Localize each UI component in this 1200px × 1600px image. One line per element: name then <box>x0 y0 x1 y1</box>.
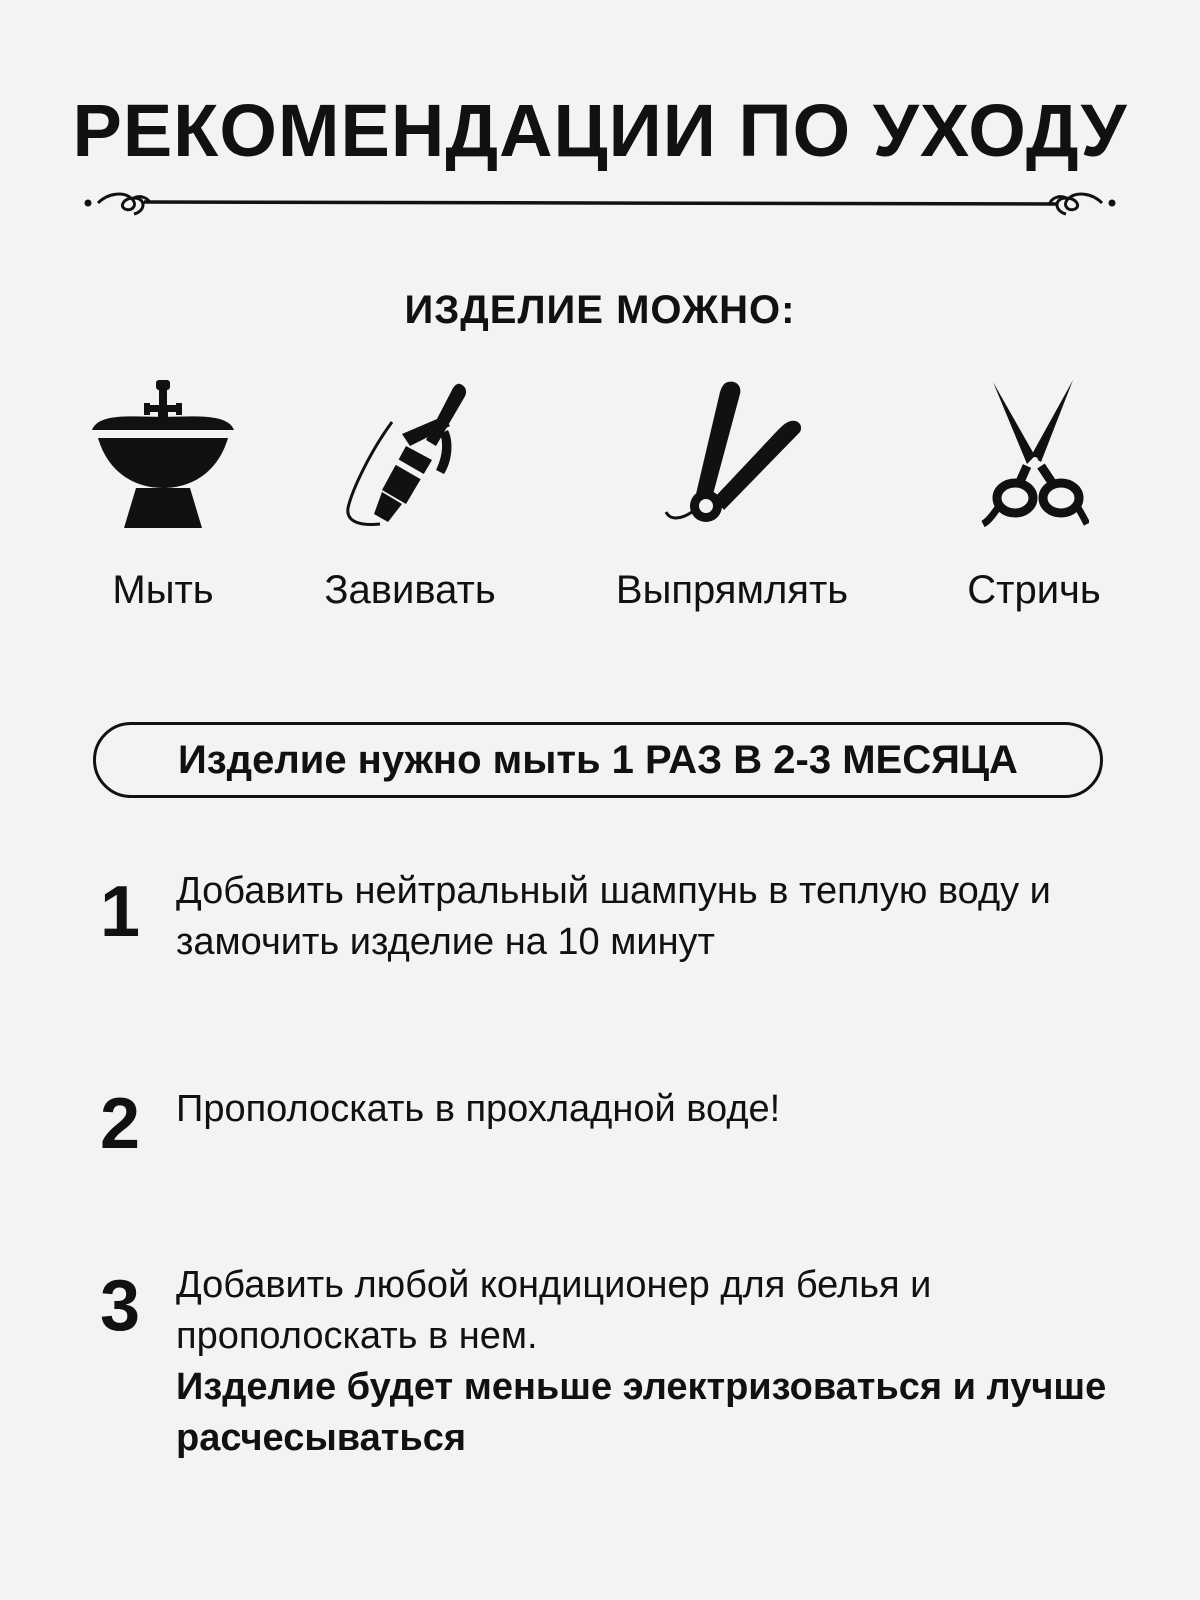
scissors-icon <box>979 380 1089 540</box>
action-label: Завивать <box>324 568 496 612</box>
step-item <box>100 1260 1120 1480</box>
action-item-cut <box>948 380 1120 613</box>
step-number: 1 <box>100 872 141 952</box>
step-text: Добавить нейтральный шампунь в теплую воду и замочить изделие на 10 минут <box>176 870 1051 963</box>
page-title: РЕКОМЕНДАЦИИ ПО УХОДУ <box>72 89 1128 172</box>
step-item <box>100 866 1120 986</box>
curling-iron-icon <box>340 380 480 540</box>
step-text: Добавить любой кондиционер для белья и прополоскать в нем. <box>176 1264 932 1357</box>
step-number: 2 <box>100 1084 141 1164</box>
step-note: Изделие будет меньше электризоваться и лучше расчесываться <box>176 1366 1107 1459</box>
action-item-wash <box>92 380 234 613</box>
action-label: Выпрямлять <box>615 568 849 612</box>
action-label: Стричь <box>967 568 1101 612</box>
allowed-actions <box>0 380 1200 630</box>
step-item <box>100 1084 1120 1164</box>
hair-straightener-icon <box>654 380 810 540</box>
sink-icon <box>92 380 234 540</box>
ornamental-divider <box>84 180 1116 226</box>
action-item-straighten <box>590 380 874 613</box>
action-item-curl <box>310 380 510 613</box>
wash-frequency-banner: Изделие нужно мыть 1 РАЗ В 2-3 МЕСЯЦА <box>93 722 1103 798</box>
step-text: Прополоскать в прохладной воде! <box>176 1088 781 1130</box>
step-text-block <box>176 1260 1126 1464</box>
step-number: 3 <box>100 1266 141 1346</box>
action-label: Мыть <box>112 568 214 612</box>
section-subtitle: ИЗДЕЛИЕ МОЖНО: <box>404 288 796 332</box>
